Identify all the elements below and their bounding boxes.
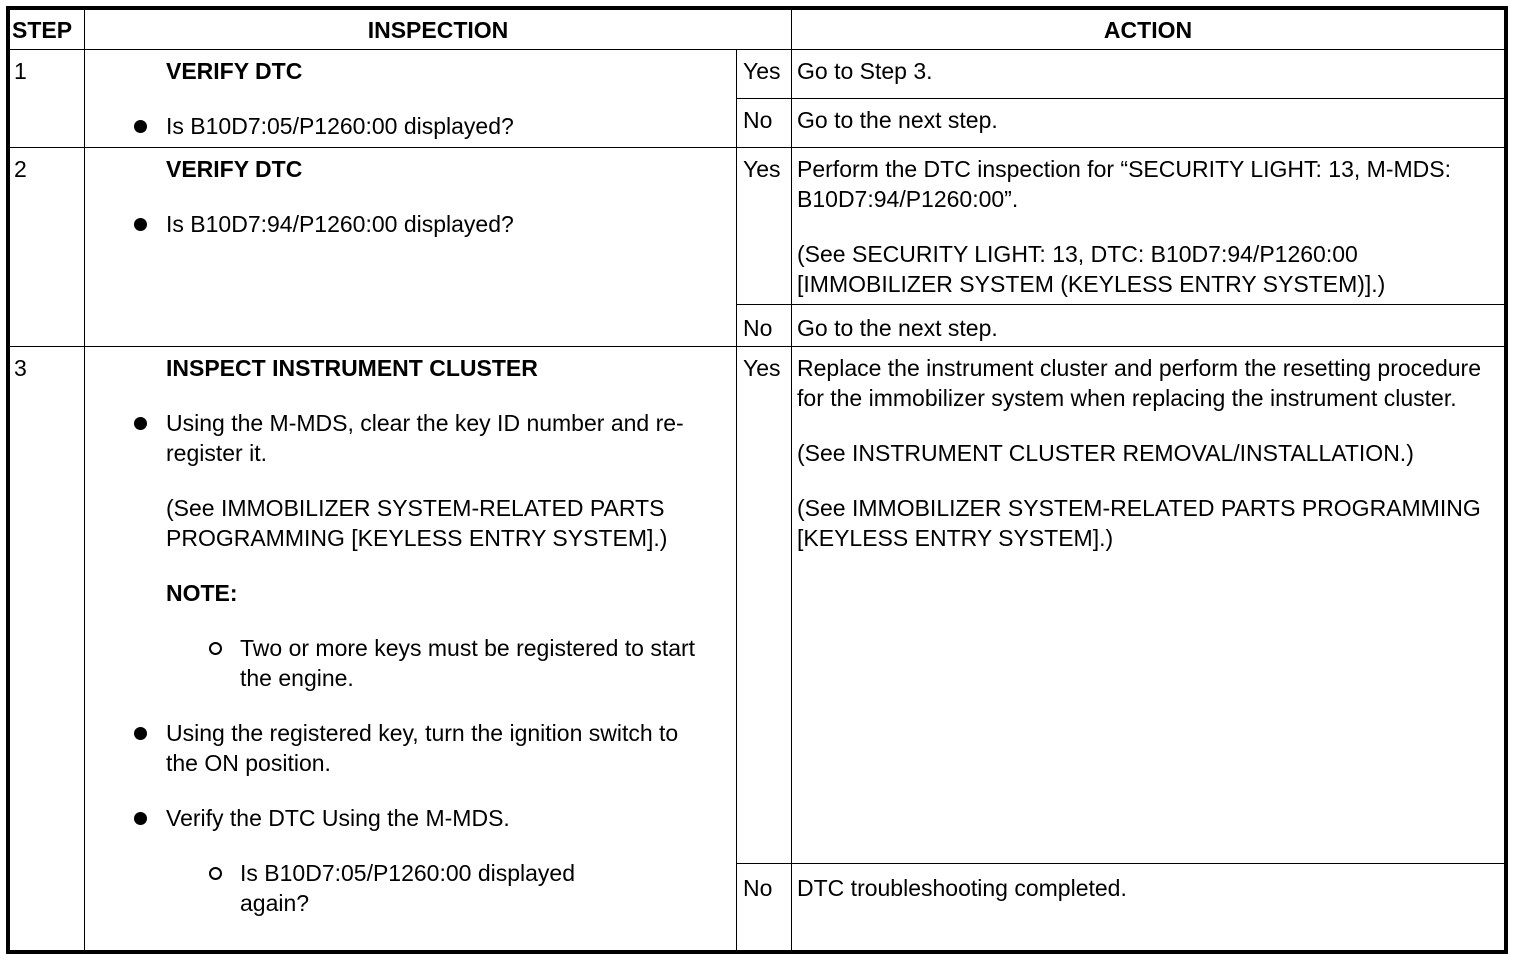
inspection-cell (85, 50, 737, 148)
step-number: 1 (10, 50, 85, 148)
step-number: 2 (10, 148, 85, 347)
bullet-dot-icon (134, 120, 147, 133)
action-text: DTC troubleshooting completed. (797, 875, 1127, 901)
action-text: Replace the instrument cluster and perform the resetting procedure for the immobilizer system when replacing the instrument cluster. (797, 355, 1481, 411)
inspection-bullet (166, 803, 712, 833)
action-text: Go to Step 3. (797, 58, 933, 84)
table-row (10, 50, 1505, 99)
inspection-bullet (166, 718, 712, 778)
inspection-reference: (See IMMOBILIZER SYSTEM-RELATED PARTS PROGRAMMING [KEYLESS ENTRY SYSTEM].) (166, 495, 668, 551)
header-action: ACTION (792, 10, 1505, 50)
inspection-title: VERIFY DTC (166, 156, 303, 182)
yes-action (792, 148, 1505, 305)
hollow-circle-icon (209, 867, 222, 880)
bullet-text: Using the registered key, turn the ignition switch to the ON position. (166, 720, 679, 776)
bullet-text: Verify the DTC Using the M-MDS. (166, 805, 510, 831)
bullet-text: Using the M-MDS, clear the key ID number and re-register it. (166, 410, 684, 466)
bullet-dot-icon (134, 812, 147, 825)
action-reference: (See SECURITY LIGHT: 13, DTC: B10D7:94/P1260:00 [IMMOBILIZER SYSTEM (KEYLESS ENTRY SYSTEM)].) (797, 241, 1386, 297)
inspection-title: INSPECT INSTRUMENT CLUSTER (166, 355, 538, 381)
sub-item-text: Two or more keys must be registered to start the engine. (240, 635, 696, 691)
inspection-cell (85, 347, 737, 951)
bullet-dot-icon (134, 417, 147, 430)
table-row (10, 347, 1505, 864)
procedure-sheet (6, 6, 1508, 954)
action-text: Go to the next step. (797, 107, 998, 133)
inspection-title: VERIFY DTC (166, 58, 303, 84)
step-number: 3 (10, 347, 85, 951)
note-label: NOTE: (166, 580, 238, 606)
header-inspection: INSPECTION (85, 10, 792, 50)
table-row (10, 148, 1505, 305)
inspection-bullet (166, 111, 712, 141)
yes-label: Yes (737, 347, 792, 864)
action-reference: (See INSTRUMENT CLUSTER REMOVAL/INSTALLATION.) (797, 440, 1414, 466)
inspection-bullet (166, 209, 712, 239)
yes-action (792, 50, 1505, 99)
no-label: No (737, 305, 792, 347)
header-step: STEP (10, 10, 85, 50)
question-sub-item (240, 858, 712, 918)
sub-item-text: Is B10D7:05/P1260:00 displayed again? (240, 860, 576, 916)
inspection-cell (85, 148, 737, 347)
yes-action (792, 347, 1505, 864)
action-text: Perform the DTC inspection for “SECURITY LIGHT: 13, M-MDS: B10D7:94/P1260:00”. (797, 156, 1451, 212)
inspection-bullet (166, 408, 712, 468)
no-action (792, 864, 1505, 951)
bullet-text: Is B10D7:05/P1260:00 displayed? (166, 113, 514, 139)
yes-label: Yes (737, 50, 792, 99)
header-row (10, 10, 1505, 50)
bullet-dot-icon (134, 218, 147, 231)
yes-label: Yes (737, 148, 792, 305)
note-sub-item (240, 633, 712, 693)
no-action (792, 99, 1505, 148)
no-label: No (737, 864, 792, 951)
no-label: No (737, 99, 792, 148)
diagnostic-procedure-table (9, 9, 1505, 951)
bullet-text: Is B10D7:94/P1260:00 displayed? (166, 211, 514, 237)
no-action (792, 305, 1505, 347)
action-reference: (See IMMOBILIZER SYSTEM-RELATED PARTS PROGRAMMING [KEYLESS ENTRY SYSTEM].) (797, 495, 1481, 551)
action-text: Go to the next step. (797, 315, 998, 341)
bullet-dot-icon (134, 727, 147, 740)
hollow-circle-icon (209, 642, 222, 655)
